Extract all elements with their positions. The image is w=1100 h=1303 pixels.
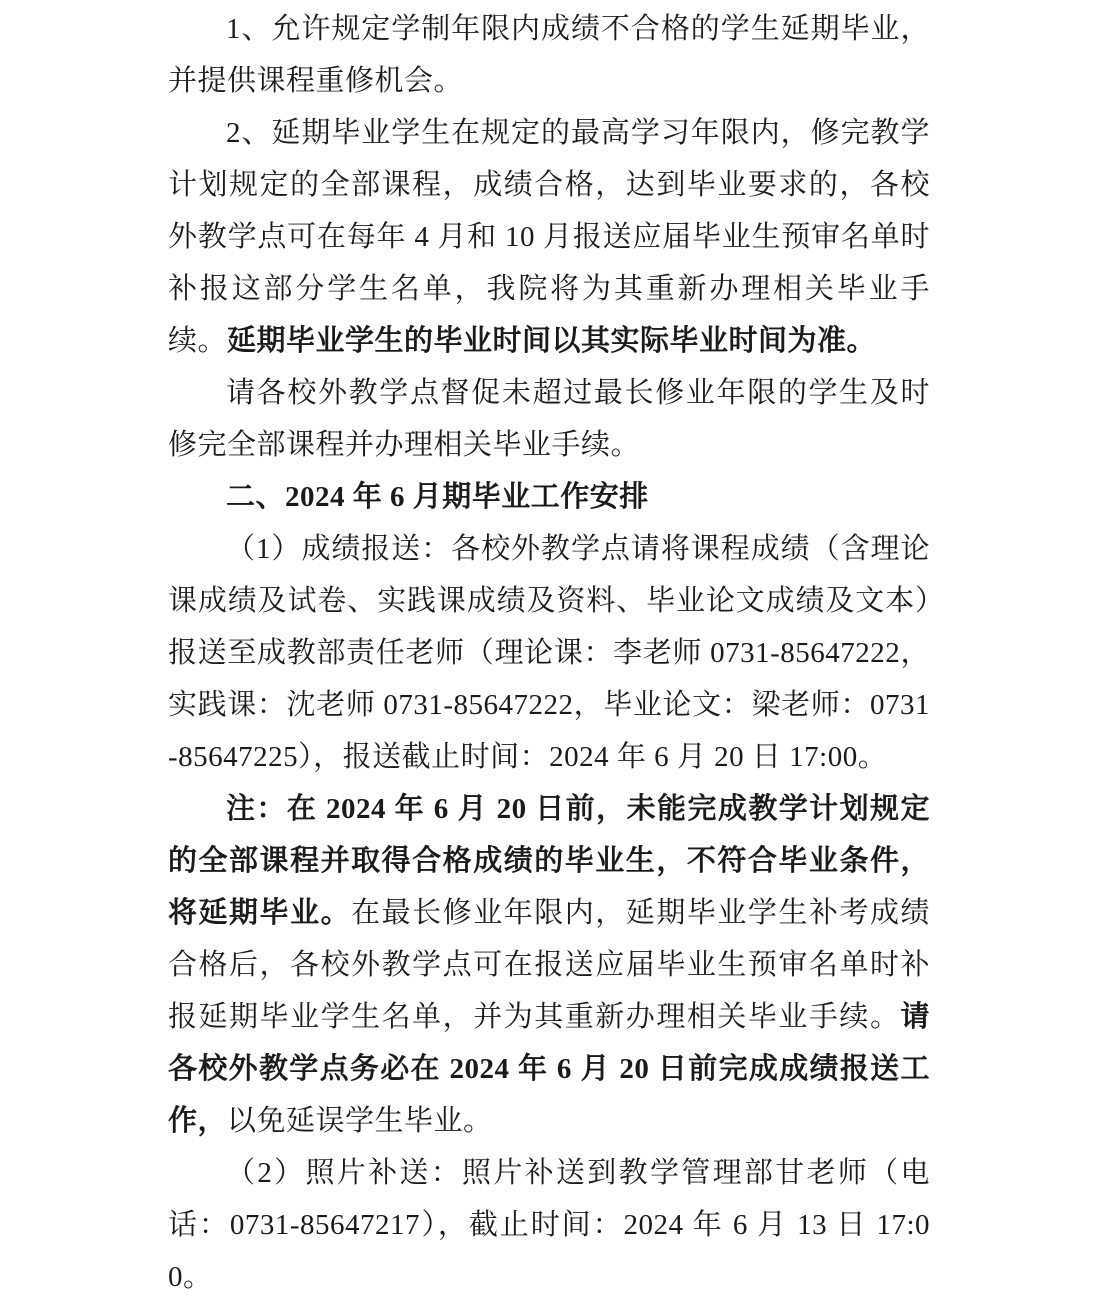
- para-reminder: [168, 367, 930, 471]
- text-run: 延期毕业学生的毕业时间以其实际毕业时间为准。: [227, 325, 877, 357]
- text-run: 1、允许规定学制年限内成绩不合格的学生延期毕业，并提供课程重修机会。: [168, 13, 930, 97]
- para-note: [168, 783, 930, 1147]
- heading-section-2: [168, 471, 930, 523]
- text-run: 二、2024 年 6 月期毕业工作安排: [226, 481, 649, 513]
- text-run: 请各校外教学点督促未超过最长修业年限的学生及时修完全部课程并办理相关毕业手续。: [168, 377, 930, 461]
- text-run: 以免延误学生毕业。: [227, 1105, 493, 1137]
- text-run: （1）成绩报送：各校外教学点请将课程成绩（含理论课成绩及试卷、实践课成绩及资料、毕业论文成绩及文本）报送至成教部责任老师（理论课：李老师 0731-85647222，实践课：沈老师 0731-85647222，毕业论文：梁老师：0731-85647225），报送截止时间：2024 年 6 月 20 日 17:00。: [168, 533, 930, 773]
- para-item-1: [168, 3, 930, 107]
- text-run: 请各校外教学点务必在 2024 年 6 月 20 日前完成成绩报送工作，: [168, 1001, 930, 1137]
- text-run: 注：在 2024 年 6 月 20 日前，未能完成教学计划规定的全部课程并取得合格成绩的毕业生，不符合毕业条件，将延期毕业。: [168, 793, 930, 929]
- para-item-2: [168, 107, 930, 367]
- para-score-submission: [168, 523, 930, 783]
- para-photo-submission: [168, 1147, 930, 1303]
- text-run: （2）照片补送：照片补送到教学管理部甘老师（电话：0731-85647217），截止时间：2024 年 6 月 13 日 17:00。: [168, 1157, 930, 1293]
- text-run: 在最长修业年限内，延期毕业学生补考成绩合格后，各校外教学点可在报送应届毕业生预审名单时补报延期毕业学生名单，并为其重新办理相关毕业手续。: [168, 897, 930, 1033]
- document-body: [168, 3, 930, 1303]
- text-run: 2、延期毕业学生在规定的最高学习年限内，修完教学计划规定的全部课程，成绩合格，达到毕业要求的，各校外教学点可在每年 4 月和 10 月报送应届毕业生预审名单时补报这部分学生名单，我院将为其重新办理相关毕业手续。: [168, 117, 930, 357]
